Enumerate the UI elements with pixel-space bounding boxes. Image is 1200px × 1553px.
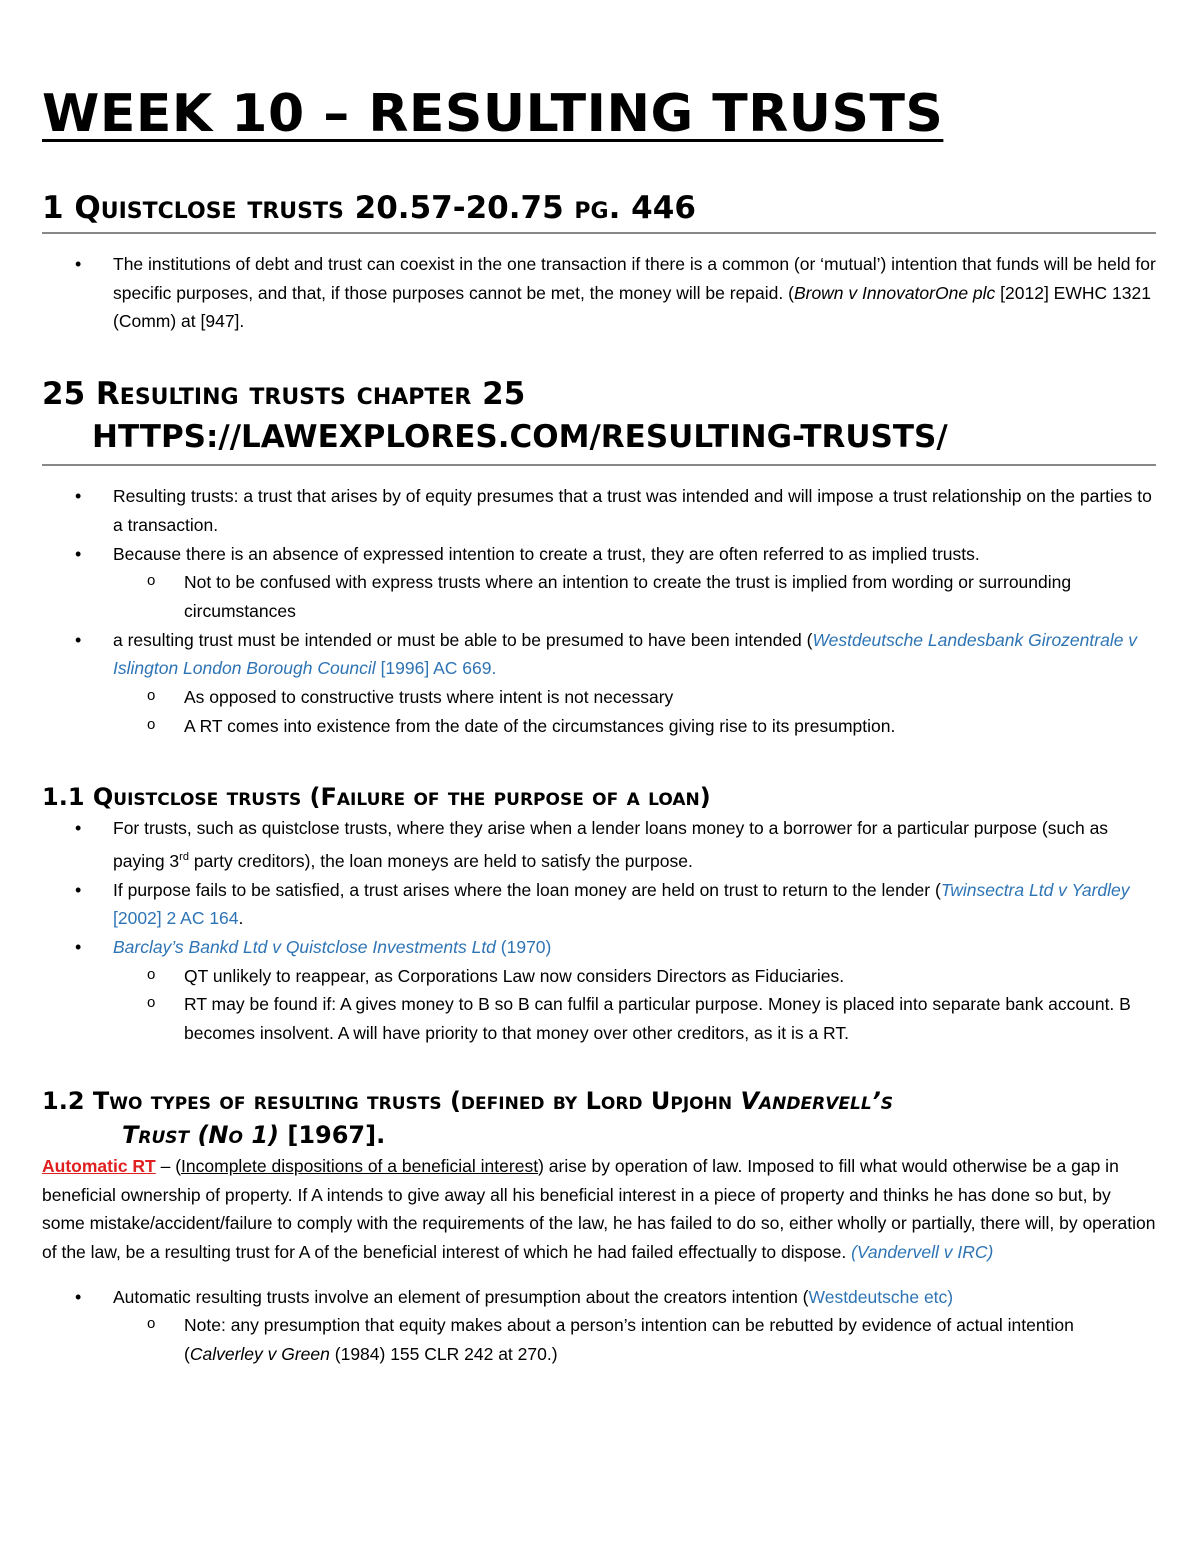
subsection-heading-1-2-text: 1.2 Two types of resulting trusts (defined by Lord Upjohn (42, 1086, 741, 1115)
subsection-heading-1-2 (42, 1084, 1156, 1152)
sub-list-item: o Not to be confused with express trusts where an intention to create the trust is implied from wording or surrounding circumstances (42, 568, 1156, 625)
bullet-text: [2012] EWHC 1321 (Comm) at [947]. (113, 282, 1151, 332)
section-25-list (42, 482, 1156, 740)
case-citation-ref: (1970) (495, 937, 552, 958)
section-1-list (42, 250, 1156, 336)
heading-text: [1967]. (279, 1120, 386, 1149)
heading-continuation (42, 1118, 1156, 1152)
bullet-text: The institutions of debt and trust can coexist in the one transaction if there is a common (or ‘mutual’) intention that funds will be held for specific purposes, and that, if those purposes cannot be met, the money will be repaid. ( (113, 254, 1156, 303)
bullet-text: Note: any presumption that equity makes about a person’s intention can be rebutted by evidence of actual intention ( (184, 1315, 1074, 1365)
section-1-2-list (42, 1283, 1156, 1369)
resource-link[interactable]: HTTPS://LAWEXPLORES.COM/RESULTING-TRUSTS/ (92, 419, 948, 456)
superscript: rd (179, 851, 189, 864)
automatic-rt-paragraph (42, 1152, 1156, 1267)
bullet-text: . (238, 908, 244, 929)
case-citation-ref: [2002] 2 AC 164 (113, 908, 239, 929)
bullet-text: (1984) 155 CLR 242 at 270.) (329, 1344, 558, 1365)
section-heading-1-text: 1 Quistclose trusts 20.57-20.75 pg. 446 (42, 190, 696, 226)
case-citation: Westdeutsche etc) (808, 1286, 954, 1307)
case-citation: Calverley v Green (189, 1344, 330, 1365)
bullet-text: For trusts, such as quistclose trusts, where they arise when a lender loans money to a borrower for a particular purpose (such as paying 3 (113, 818, 1109, 871)
bullet-text: If purpose fails to be satisfied, a trust arises where the loan money are held on trust to return to the lender ( (113, 879, 941, 900)
subsection-heading-1-1-text: 1.1 Quistclose trusts (Failure of the purpose of a loan) (42, 783, 711, 812)
bullet-text: party creditors), the loan moneys are held to satisfy the purpose. (188, 850, 693, 871)
section-heading-25-text: 25 Resulting trusts chapter 25 (42, 376, 526, 413)
list-item: • Resulting trusts: a trust that arises by of equity presumes that a trust was intended and will impose a trust relationship on the parties to a transaction. (42, 482, 1156, 539)
case-citation: Twinsectra Ltd v Yardley (940, 879, 1130, 900)
sub-list-item: o RT may be found if: A gives money to B so B can fulfil a particular purpose. Money is placed into separate bank account. B becomes insolvent. A will have priority to that money over other creditors, as it is a RT. (42, 990, 1156, 1047)
list-item (42, 626, 1156, 683)
case-citation: Trust (No 1) (122, 1120, 279, 1149)
list-item (42, 933, 1156, 962)
page-title: WEEK 10 – RESULTING TRUSTS (42, 84, 944, 144)
list-item (42, 250, 1156, 336)
underlined-text: Incomplete dispositions of a beneficial interest (181, 1155, 539, 1176)
list-item (42, 1283, 1156, 1312)
body-text: ) arise by operation of law. Imposed to fill what would otherwise be a gap in beneficial ownership of property. If A intends to give away all his beneficial interest in a piece of property and thinks he has done so but, by some mistake/accident/failure to comply with the requirements of the law, he has failed to do so, either wholly or partially, there will, by operation of the law, be a resulting trust for A of the beneficial interest of which he had failed effectually to dispose. (42, 1155, 1156, 1262)
case-citation-ref: [1996] AC 669. (375, 658, 497, 679)
case-citation: Vandervell’s (740, 1086, 894, 1115)
document-page (42, 78, 1156, 1369)
sub-list-item: o As opposed to constructive trusts where intent is not necessary (42, 683, 1156, 712)
section-1-1-list (42, 814, 1156, 1047)
body-text: – ( (155, 1155, 182, 1176)
bullet-text: Automatic resulting trusts involve an element of presumption about the creators intention ( (113, 1286, 809, 1307)
automatic-rt-label: Automatic RT (42, 1155, 156, 1176)
section-heading-25 (42, 374, 1156, 466)
case-citation: (Vandervell v IRC) (851, 1242, 994, 1262)
section-heading-1 (42, 188, 1156, 234)
list-item (42, 876, 1156, 933)
case-citation: Brown v InnovatorOne plc (793, 282, 996, 303)
case-citation: Barclay’s Bankd Ltd v Quistclose Investments Ltd (113, 937, 496, 958)
list-item (42, 814, 1156, 875)
bullet-text: a resulting trust must be intended or must be able to be presumed to have been intended ( (113, 629, 813, 650)
case-citation: Westdeutsche Landesbank Girozentrale v Islington London Borough Council (113, 629, 1138, 679)
sub-list-item: o A RT comes into existence from the date of the circumstances giving rise to its presumption. (42, 712, 1156, 741)
sub-list-item (42, 1311, 1156, 1368)
sub-list-item: o QT unlikely to reappear, as Corporations Law now considers Directors as Fiduciaries. (42, 962, 1156, 991)
list-item: • Because there is an absence of expressed intention to create a trust, they are often referred to as implied trusts. (42, 540, 1156, 569)
subsection-heading-1-1 (42, 780, 1156, 814)
